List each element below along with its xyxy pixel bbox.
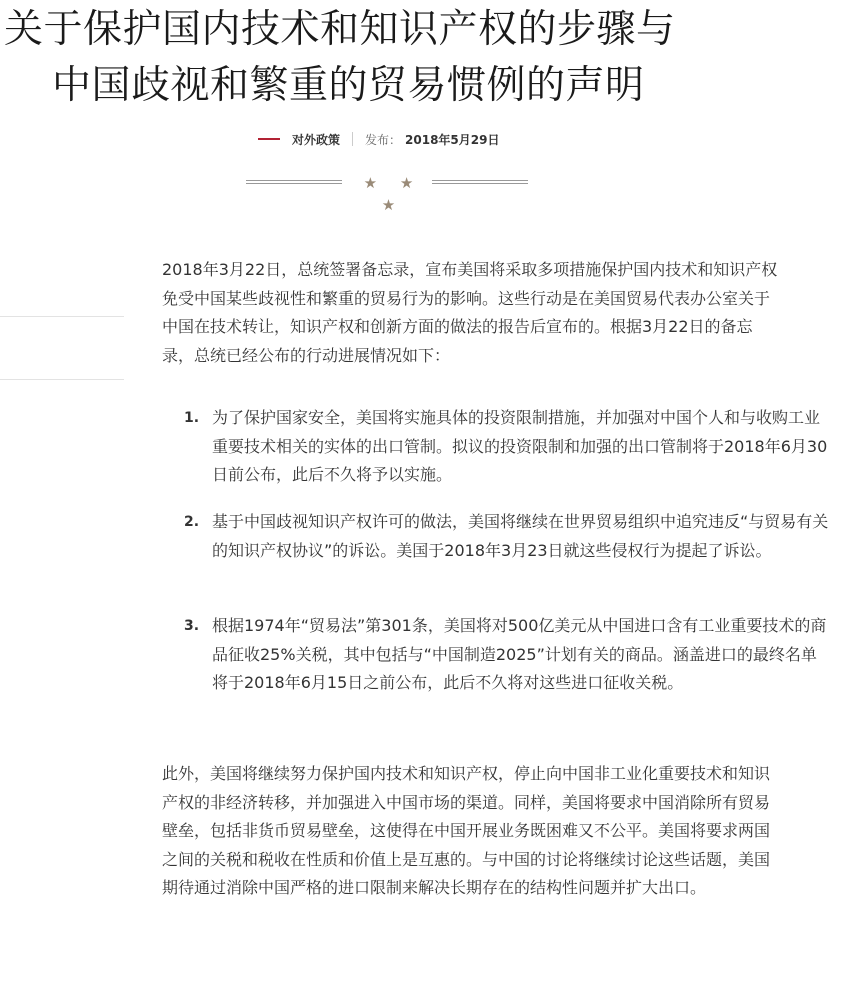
page-title-line-1: 关于保护国内技术和知识产权的步骤与 <box>4 7 676 52</box>
date-label: 发布： <box>365 132 402 147</box>
closing-paragraph: 此外，美国将继续努力保护国内技术和知识产权，停止向中国非工业化重要技术和知识产权的非经济转移，并加强进入中国市场的渠道。同样，美国将要求中国消除所有贸易壁垒，包括非货币贸易壁垒，这使得在中国开展业务既困难又不公平。美国将要求两国之间的关税和税收在性质和价值上是互惠的。与中国的讨论将继续讨论这些话题，美国期待通过消除中国严格的进口限制来解决长期存在的结构性问题并扩大出口。 <box>162 764 771 897</box>
list-item <box>162 508 832 565</box>
category-accent-dash <box>258 138 280 140</box>
page-title-line-2: 中国歧视和繁重的贸易惯例的声明 <box>52 63 645 108</box>
list-item-number: 2. <box>184 514 200 530</box>
star-icons: ★ ★ ★ <box>363 174 423 214</box>
meta-divider <box>352 132 353 146</box>
ornament-line-left <box>246 180 342 184</box>
sidebar-divider <box>0 316 124 317</box>
page-title <box>0 2 864 114</box>
sidebar-divider <box>0 379 124 380</box>
intro-paragraph: 2018年3月22日，总统签署备忘录，宣布美国将采取多项措施保护国内技术和知识产权免受中国某些歧视性和繁重的贸易行为的影响。这些行动是在美国贸易代表办公室关于中国在技术转让，知识产权和创新方面的做法的报告后宣布的。根据3月22日的备忘录，总统已经公布的行动进展情况如下： <box>162 260 778 365</box>
list-item-text: 为了保护国家安全，美国将实施具体的投资限制措施，并加强对中国个人和与收购工业重要技术相关的实体的出口管制。拟议的投资限制和加强的出口管制将于2018年6月30日前公布，此后不久将予以实施。 <box>212 408 828 484</box>
list-item-number: 1. <box>184 410 200 426</box>
category-link[interactable]: 对外政策 <box>292 132 341 147</box>
title-ornament <box>246 172 528 214</box>
article-meta <box>258 128 499 150</box>
publish-date: 2018年5月29日 <box>405 132 500 147</box>
list-item <box>162 404 832 490</box>
list-item <box>162 612 832 698</box>
list-item-text: 根据1974年“贸易法”第301条，美国将对500亿美元从中国进口含有工业重要技术的商品征收25%关税，其中包括与“中国制造2025”计划有关的商品。涵盖进口的最终名单将于2018年6月15日之前公布，此后不久将对这些进口征收关税。 <box>212 616 827 692</box>
ornament-line-right <box>432 180 528 184</box>
list-item-text: 基于中国歧视知识产权许可的做法，美国将继续在世界贸易组织中追究违反“与贸易有关的知识产权协议”的诉讼。美国于2018年3月23日就这些侵权行为提起了诉讼。 <box>212 512 829 560</box>
list-item-number: 3. <box>184 618 200 634</box>
